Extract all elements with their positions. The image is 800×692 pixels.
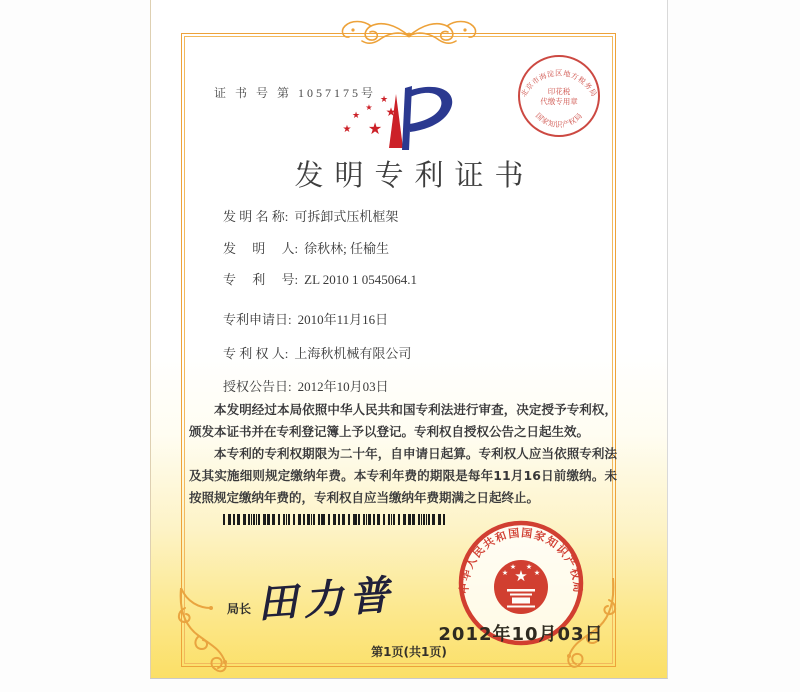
svg-text:★: ★ — [367, 119, 383, 138]
body-paragraph-2: 本专利的专利权期限为二十年，自申请日起算。专利权人应当依照专利法及其实施细则规定缴纳年费。本专利年费的期限是每年11月16日前缴纳。未按照规定缴纳年费的，专利权自应当缴纳年费期满之日起终止。 — [189, 446, 617, 505]
field-label: 专 利 号: — [223, 272, 299, 287]
field-label: 专 利 权 人: — [223, 346, 289, 361]
svg-text:国家知识产权局 — [534, 111, 584, 129]
field-label: 发 明 名 称: — [223, 209, 289, 224]
svg-text:★: ★ — [351, 111, 361, 121]
field-value: 2012年10月03日 — [297, 379, 389, 394]
patent-office-logo-icon — [339, 84, 471, 152]
certificate-page — [150, 0, 668, 679]
field-patent-number — [223, 269, 417, 288]
svg-text:★: ★ — [385, 105, 397, 119]
field-inventors — [223, 238, 389, 257]
certificate-body — [189, 399, 617, 509]
field-value: ZL 2010 1 0545064.1 — [304, 272, 418, 287]
field-label: 专利申请日: — [223, 312, 292, 327]
signer-title: 局长 — [227, 602, 252, 616]
body-paragraph-1: 本发明经过本局依照中华人民共和国专利法进行审查，决定授予专利权，颁发本证书并在专利登记簿上予以登记。专利权自授权公告之日起生效。 — [189, 402, 617, 439]
certificate-number: 证 书 号 第 1057175号 — [214, 86, 377, 100]
field-value: 上海秋机械有限公司 — [294, 346, 412, 361]
barcode — [223, 514, 445, 525]
svg-text:★: ★ — [533, 569, 541, 577]
svg-text:★: ★ — [501, 569, 509, 577]
svg-text:★: ★ — [514, 567, 528, 585]
svg-text:★: ★ — [509, 563, 517, 571]
svg-text:★: ★ — [379, 95, 389, 105]
field-label: 发 明 人: — [223, 241, 299, 256]
stamp-tax-seal — [515, 52, 603, 140]
svg-text:★: ★ — [365, 103, 373, 112]
tax-stamp-arc-top: 北京市海淀区地方税务局 — [519, 68, 599, 99]
field-application-date — [223, 309, 388, 328]
field-value: 徐秋林; 任榆生 — [304, 241, 389, 256]
field-value: 2010年11月16日 — [297, 312, 389, 327]
director-signature: 田力普 — [255, 571, 397, 628]
page-number-footer: 第1页(共1页) — [371, 645, 447, 659]
field-label: 授权公告日: — [223, 379, 292, 394]
svg-text:★: ★ — [525, 563, 533, 571]
field-value: 可拆卸式压机框架 — [294, 209, 399, 224]
tax-stamp-line2: 代缴专用章 — [540, 97, 578, 106]
grant-date-stamp: 2012年10月03日 — [438, 624, 604, 645]
tax-stamp-line1: 印花税 — [547, 87, 571, 96]
tax-stamp-arc-bottom: 国家知识产权局 — [533, 110, 585, 130]
field-invention-name — [223, 206, 398, 225]
svg-text:★: ★ — [342, 124, 352, 135]
field-patentee — [223, 343, 411, 362]
office-seal-arc-text: 中华人民共和国国家知识产权局 — [457, 526, 585, 595]
national-emblem-icon — [494, 560, 548, 614]
field-grant-publication-date — [223, 376, 389, 395]
certificate-title: 发明专利证书 — [294, 160, 535, 192]
